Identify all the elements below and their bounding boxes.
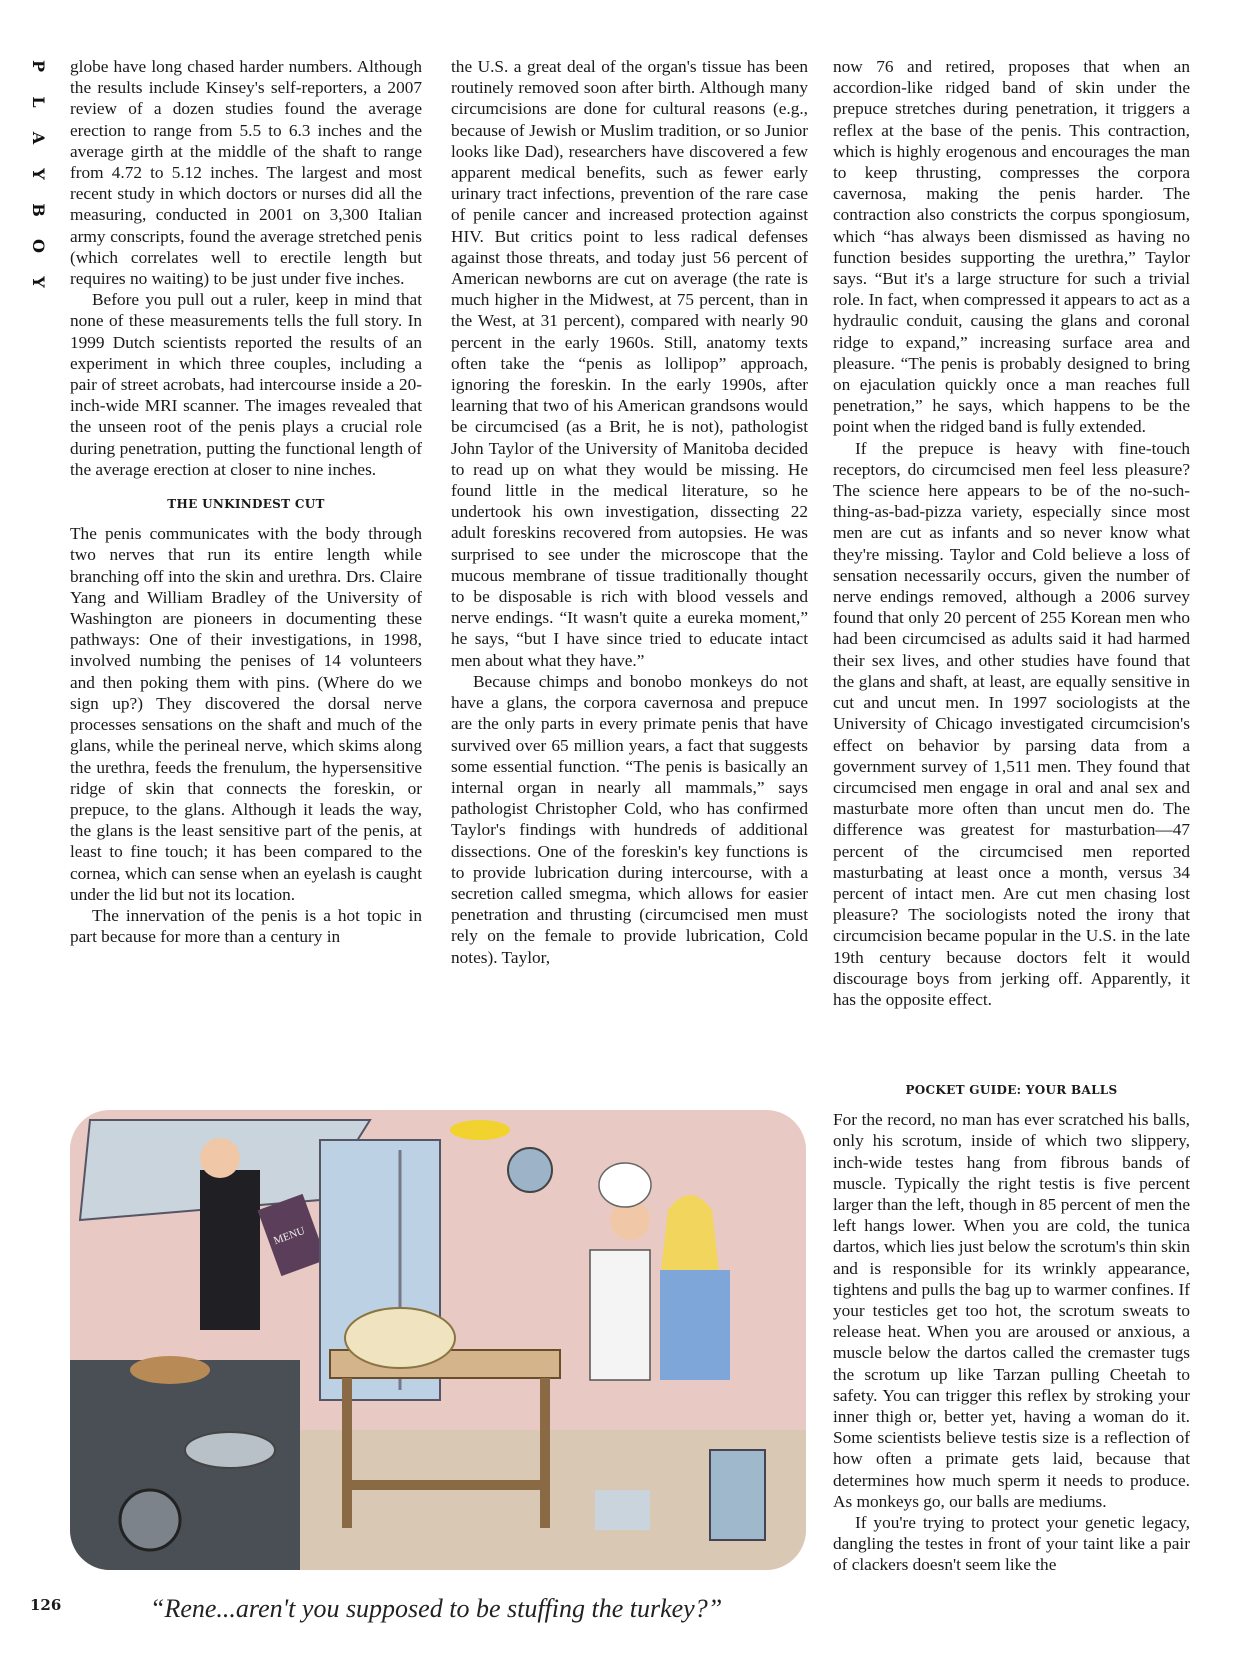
paragraph: globe have long chased harder numbers. Although the results include Kinsey's self-reporters, a 2007 review of a dozen studies found the average erection to range from 5.5 to 6.3 inches and the average girth at the middle of the shaft to range from 4.72 to 5.12 inches. The largest and most recent study in which doctors or nurses did all the measuring, conducted in 2001 on 3,300 Italian army conscripts, found the average stretched penis (which correlates well to erectile length but requires no waiting) to be just under five inches. [70,57,422,289]
paragraph: Before you pull out a ruler, keep in mind that none of these measurements tells the full story. In 1999 Dutch scientists reported the results of an experiment in which three couples, including a pair of street acrobats, had intercourse inside a 20-inch-wide MRI scanner. The images revealed that the unseen root of the penis plays a crucial role during penetration, putting the functional length of the average erection at closer to nine inches. [70,290,422,479]
cartoon-illustration [70,1110,806,1570]
paragraph: the U.S. a great deal of the organ's tissue has been routinely removed soon after birth. Although many circumcisions are done for cultural reasons (e.g., because of Jewish or Muslim tradition, or so Junior looks like Dad), researchers have discovered a few apparent medical benefits, such as fewer early urinary tract infections, prevention of the rare case of penile cancer and increased protection against HIV. But critics point to less radical defenses against those threats, and today just 56 percent of American newborns are cut on average (the rate is much higher in the Midwest, at 75 percent, than in the West, at 31 percent), compared with nearly 90 percent in the early 1960s. Still, anatomy texts often take the “penis as lollipop” approach, ignoring the foreskin. In the early 1990s, after learning that two of his American grandsons would be circumcised (as a Brit, he is not), pathologist John Taylor of the University of Manitoba decided to read up on what they would be missing. He found little in the medical literature, so he undertook his own investigation, dissecting 22 adult foreskins recovered from autopsies. He was surprised to see under the microscope that the mucous membrane of tissue traditionally thought to be disposable is rich with blood vessels and nerve endings. “It wasn't quite a eureka moment,” he says, “but I have since tried to educate intact men about what they have.” [451,57,808,670]
cartoon-caption: “Rene...aren't you supposed to be stuffing the turkey?” [150,1594,723,1623]
paragraph: The innervation of the penis is a hot topic in part because for more than a century in [70,905,422,947]
paragraph: If the prepuce is heavy with fine-touch receptors, do circumcised men feel less pleasure? The science here appears to be of the no-such-thing-as-bad-pizza variety, especially since most men are cut as infants and so never know what they're missing. Taylor and Cold believe a loss of sensation necessarily occurs, given the number of nerve endings removed, although a 2006 survey found that only 20 percent of 255 Korean men who had been circumcised as adults said it had harmed their sex lives, and other studies have found that the glans and shaft, at least, are equally sensitive in cut and uncut men. In 1997 sociologists at the University of Chicago investigated circumcision's effect on behavior by parsing data from a government survey of 1,511 men. They found that circumcised men engage in oral and anal sex and masturbate more often than uncut men do. The difference was greatest for masturbation—47 percent of the circumcised men reported masturbating at least once a month, versus 34 percent of intact men. Are cut men chasing lost pleasure? The sociologists noted the irony that circumcision became popular in the U.S. in the late 19th century because doctors felt it would discourage boys from jerking off. Apparently, it has the opposite effect. [833,438,1190,1009]
article-column-1 [70,56,422,947]
section-heading: POCKET GUIDE: YOUR BALLS [905,1083,1118,1097]
article-column-2 [451,56,808,968]
brand-letter: Y [29,276,48,288]
page-number: 126 [30,1596,62,1614]
menu-label: MENU [272,1224,307,1248]
brand-letter: A [29,131,48,145]
magazine-brand [28,48,48,300]
brand-letter: L [29,96,48,108]
article-column-3-lower [833,1080,1190,1576]
brand-letter: B [29,203,48,217]
section-heading: THE UNKINDEST CUT [167,497,325,512]
paragraph: The penis communicates with the body through two nerves that run its entire length while branching off into the skin and urethra. Drs. Claire Yang and William Bradley of the University of Washington are pioneers in documenting these pathways: One of their investigations, in 1998, involved numbing the penises of 14 volunteers and then poking them with pins. (Where do we sign up?) They discovered the dorsal nerve processes sensations on the shaft and much of the glans, while the perineal nerve, which skims along the urethra, feeds the frenulum, the hypersensitive ridge of skin that connects the foreskin, or prepuce, to the glans. Although it leads the way, the glans is the least sensitive part of the penis, at least to fine touch; it has been compared to the cornea, which can sense when an eyelash is caught under the lid but not its location. [70,524,422,904]
paragraph: Because chimps and bonobo monkeys do not have a glans, the corpora cavernosa and prepuce are the only parts in every primate penis that have survived over 65 million years, a fact that suggests some essential function. “The penis is basically an internal organ in nearly all mammals,” says pathologist Christopher Cold, who has confirmed Taylor's findings with hundreds of additional dissections. One of the foreskin's key functions is to provide lubrication during intercourse, with a secretion called smegma, which allows for easier penetration and thrusting (circumcised men must rely on the female to provide lubrication, Cold notes). Taylor, [451,671,808,967]
paragraph: For the record, no man has ever scratched his balls, only his scrotum, inside of which two slippery, inch-wide testes hang from fibrous bands of muscle. Typically the right testis is five percent larger than the left, though in 85 percent of men the left hangs lower. When you are cold, the tunica dartos, which lies just below the scrotum's thin skin and is responsible for its wrinkly appearance, tightens and pulls the bag up to warmer confines. If your testicles get too hot, the scrotum sweats to release heat. When you are aroused or anxious, a muscle below the dartos called the cremaster tugs the scrotum up like Tarzan pulling Cheetah to safety. You can trigger this reflex by stroking your inner thigh or, better yet, having a woman do it. Some scientists believe testis size is a reflection of how often a primate gets laid, because that determines how much sperm it needs to produce. As monkeys go, our balls are mediums. [833,1110,1190,1511]
brand-letter: Y [29,168,48,180]
article-column-3 [833,56,1190,1010]
brand-letter: O [29,239,48,253]
paragraph: If you're trying to protect your genetic legacy, dangling the testes in front of your taint like a pair of clackers doesn't seem like the [833,1513,1190,1575]
paragraph: now 76 and retired, proposes that when an accordion-like ridged band of skin under the prepuce stretches during penetration, it triggers a reflex at the base of the penis. This contraction, which is highly erogenous and encourages the man to keep thrusting, compresses the corpora cavernosa, making the penis harder. The contraction also constricts the corpus spongiosum, which “has always been dismissed as having no function besides supporting the urethra,” Taylor says. “But it's a large structure for such a trivial role. In fact, when compressed it appears to act as a hydraulic conduit, causing the glans and coronal ridge to expand,” increasing surface area and pleasure. “The penis is probably designed to bring on ejaculation quickly once a man reaches full penetration,” he says, which happens to be the point when the ridged band is fully extended. [833,57,1190,437]
brand-letter: P [29,59,48,73]
